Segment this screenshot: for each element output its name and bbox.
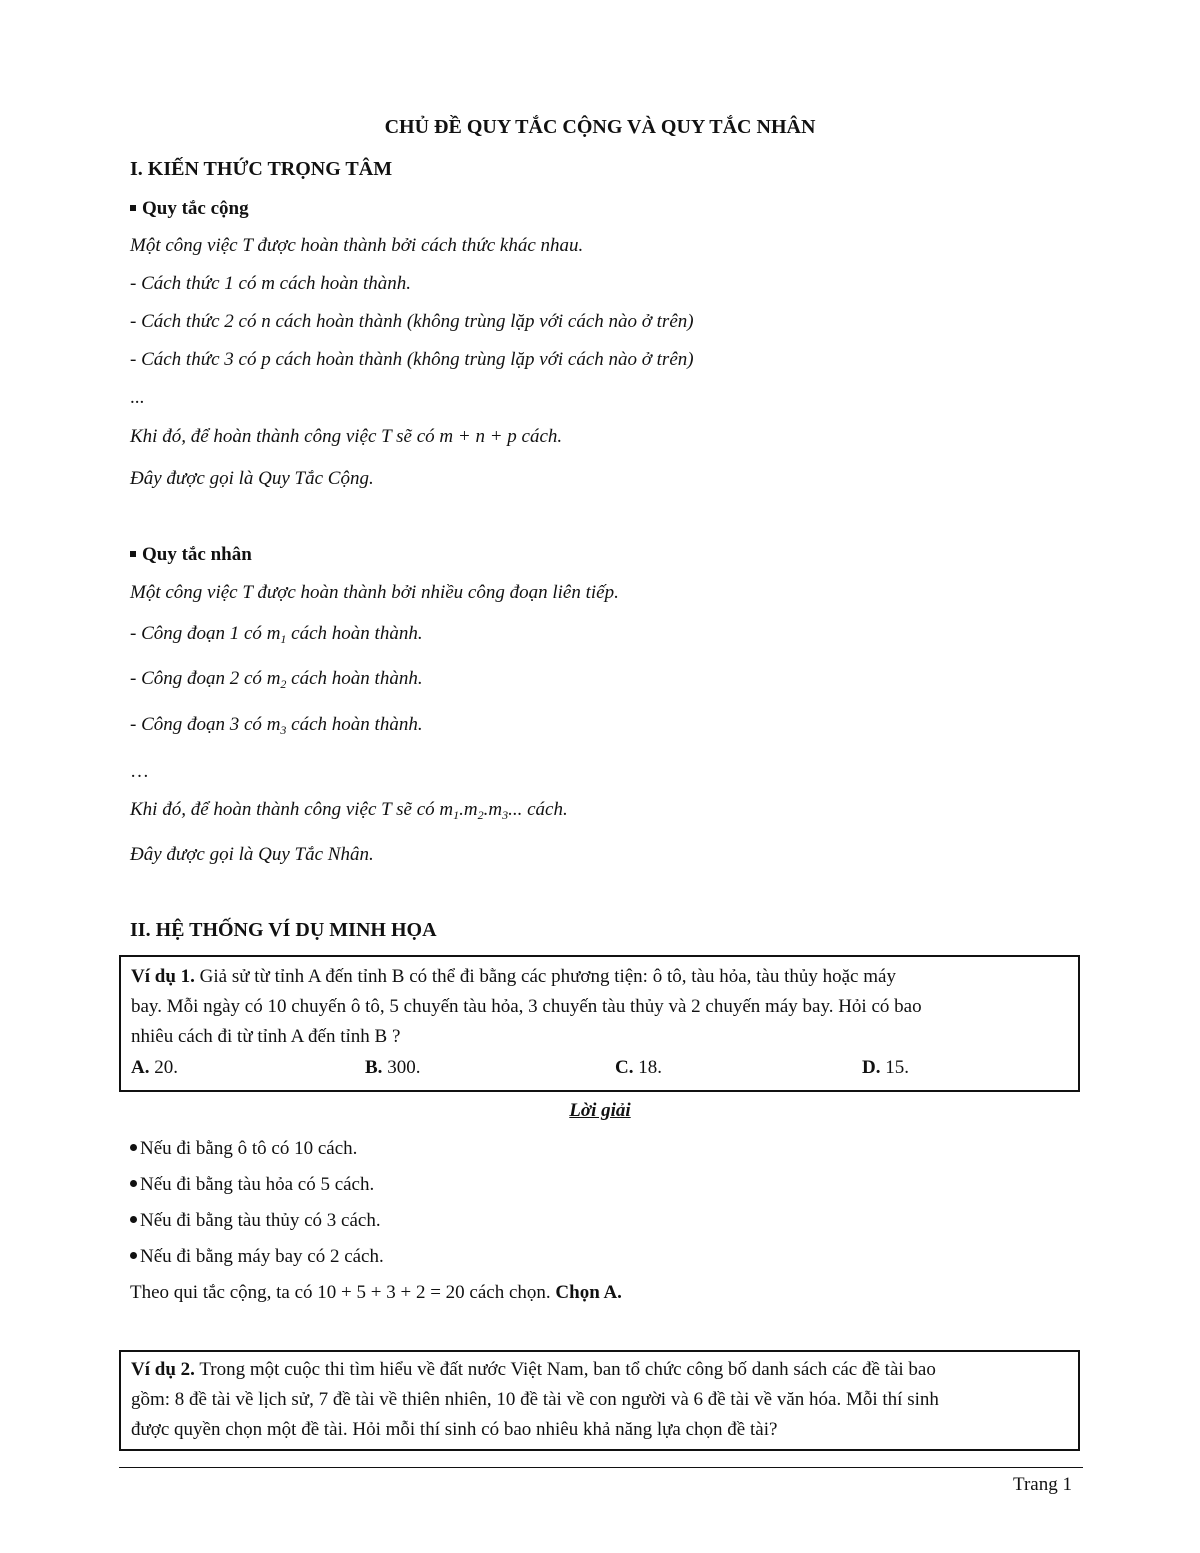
rule-mul-item-sub: 1 bbox=[280, 632, 287, 646]
section1-heading: I. KIẾN THỨC TRỌNG TÂM bbox=[130, 158, 393, 180]
solution-conclusion bbox=[130, 1281, 622, 1305]
example2-line-1 bbox=[131, 1354, 1068, 1386]
rule-add-item-1: - Cách thức 1 có m cách hoàn thành. bbox=[130, 273, 412, 294]
bullet-dot-icon bbox=[130, 1252, 137, 1259]
rule-mul-item-prefix: - Công đoạn 2 có bbox=[130, 668, 262, 689]
choice-b-label: B. bbox=[365, 1057, 383, 1078]
rule-mul-formula: $m_1.m_2.m_3$ bbox=[439, 799, 509, 822]
rule-mul-item-var: m bbox=[266, 623, 281, 644]
rule-add-conclusion-suffix: cách. bbox=[521, 426, 563, 447]
choice-d bbox=[862, 1057, 909, 1079]
footer-divider bbox=[119, 1467, 1083, 1468]
solution-bullet-text: Nếu đi bằng ô tô có 10 cách. bbox=[140, 1138, 358, 1159]
rule-add-ellipsis: ... bbox=[130, 387, 145, 408]
bullet-dot-icon bbox=[130, 1180, 137, 1187]
rule-add-name: Đây được gọi là Quy Tắc Cộng. bbox=[130, 468, 374, 489]
rule-add-conclusion bbox=[130, 425, 562, 449]
rule-mul-heading bbox=[130, 543, 252, 567]
square-bullet-icon bbox=[130, 551, 136, 557]
page-number: Trang 1 bbox=[1013, 1474, 1072, 1495]
rule-mul-name: Đây được gọi là Quy Tắc Nhân. bbox=[130, 844, 374, 865]
rule-add-heading bbox=[130, 197, 249, 221]
square-bullet-icon bbox=[130, 205, 136, 211]
rule-mul-item-var: m bbox=[266, 668, 281, 689]
solution-bullet-text: Nếu đi bằng tàu thủy có 3 cách. bbox=[140, 1210, 381, 1231]
rule-add-formula: m + n + p bbox=[439, 426, 517, 447]
example1-line-2: bay. Mỗi ngày có 10 chuyến ô tô, 5 chuyến tàu hỏa, 3 chuyến tàu thủy và 2 chuyến máy bay. Hỏi có bao bbox=[131, 996, 922, 1017]
choice-a bbox=[131, 1057, 178, 1079]
choice-c-value: 18. bbox=[638, 1057, 662, 1078]
rule-mul-item-2 bbox=[130, 667, 423, 691]
solution-bullet-2 bbox=[130, 1173, 374, 1197]
rule-mul-item-1 bbox=[130, 622, 423, 646]
solution-bullet-text: Nếu đi bằng máy bay có 2 cách. bbox=[140, 1246, 384, 1267]
choice-c-label: C. bbox=[615, 1057, 634, 1078]
rule-mul-item-3 bbox=[130, 713, 423, 737]
rule-mul-conclusion bbox=[130, 798, 568, 822]
rule-mul-item-suffix: cách hoàn thành. bbox=[291, 623, 423, 644]
bullet-dot-icon bbox=[130, 1216, 137, 1223]
solution-conclusion-prefix: Theo qui tắc cộng, ta có bbox=[130, 1282, 313, 1303]
example1-label: Ví dụ 1. bbox=[131, 966, 195, 987]
rule-mul-item-suffix: cách hoàn thành. bbox=[291, 668, 423, 689]
example1-line-3: nhiêu cách đi từ tỉnh A đến tỉnh B ? bbox=[131, 1026, 401, 1047]
rule-mul-intro: Một công việc T được hoàn thành bởi nhiều công đoạn liên tiếp. bbox=[130, 582, 619, 603]
choice-b bbox=[365, 1057, 420, 1079]
rule-mul-item-sub: 3 bbox=[280, 723, 287, 737]
rule-mul-item-suffix: cách hoàn thành. bbox=[291, 714, 423, 735]
solution-formula: 10 + 5 + 3 + 2 = 20 bbox=[317, 1282, 465, 1303]
example2-line-3: được quyền chọn một đề tài. Hỏi mỗi thí sinh có bao nhiêu khả năng lựa chọn đề tài? bbox=[131, 1419, 778, 1440]
example1-box bbox=[119, 955, 1080, 1092]
rule-add-conclusion-prefix: Khi đó, để hoàn thành công việc T sẽ có bbox=[130, 426, 435, 447]
example2-text-1: Trong một cuộc thi tìm hiểu về đất nước Việt Nam, ban tổ chức công bố danh sách các đề tài bao bbox=[199, 1359, 936, 1380]
solution-bullet-text: Nếu đi bằng tàu hỏa có 5 cách. bbox=[140, 1174, 375, 1195]
rule-add-item-2: - Cách thức 2 có n cách hoàn thành (không trùng lặp với cách nào ở trên) bbox=[130, 311, 694, 332]
rule-mul-item-sub: 2 bbox=[280, 677, 287, 691]
choice-b-value: 300. bbox=[387, 1057, 421, 1078]
choice-c bbox=[615, 1057, 662, 1079]
rule-mul-item-prefix: - Công đoạn 3 có bbox=[130, 714, 262, 735]
formula-sub-1: 1 bbox=[453, 808, 460, 822]
example2-line-2: gồm: 8 đề tài về lịch sử, 7 đề tài về thiên nhiên, 10 đề tài về con người và 6 đề tài về văn hóa. Mỗi thí sinh bbox=[131, 1389, 939, 1410]
bullet-dot-icon bbox=[130, 1144, 137, 1151]
rule-mul-conclusion-suffix: ... cách. bbox=[508, 799, 568, 820]
formula-sub-3: 3 bbox=[502, 808, 509, 822]
section2-heading: II. HỆ THỐNG VÍ DỤ MINH HỌA bbox=[130, 919, 437, 941]
solution-bullet-1 bbox=[130, 1137, 357, 1161]
rule-add-item-3: - Cách thức 3 có p cách hoàn thành (không trùng lặp với cách nào ở trên) bbox=[130, 349, 694, 370]
formula-sub-2: 2 bbox=[477, 808, 484, 822]
solution-conclusion-suffix: cách chọn. bbox=[469, 1282, 551, 1303]
example1-line-1 bbox=[131, 961, 1068, 993]
solution-heading: Lời giải bbox=[569, 1100, 631, 1121]
solution-answer: Chọn A. bbox=[555, 1282, 622, 1303]
example2-box bbox=[119, 1350, 1080, 1451]
choice-a-label: A. bbox=[131, 1057, 150, 1078]
rule-add-intro: Một công việc T được hoàn thành bởi cách thức khác nhau. bbox=[130, 235, 584, 256]
choice-a-value: 20. bbox=[154, 1057, 178, 1078]
solution-bullet-4 bbox=[130, 1245, 384, 1269]
rule-add-heading-text: Quy tắc cộng bbox=[142, 198, 249, 219]
rule-mul-ellipsis: … bbox=[130, 761, 149, 782]
solution-bullet-3 bbox=[130, 1209, 381, 1233]
rule-mul-conclusion-prefix: Khi đó, để hoàn thành công việc T sẽ có bbox=[130, 799, 435, 820]
choice-d-value: 15. bbox=[885, 1057, 909, 1078]
page-title: CHỦ ĐỀ QUY TẮC CỘNG VÀ QUY TẮC NHÂN bbox=[384, 116, 816, 138]
rule-mul-heading-text: Quy tắc nhân bbox=[142, 544, 252, 565]
rule-mul-item-prefix: - Công đoạn 1 có bbox=[130, 623, 262, 644]
choice-d-label: D. bbox=[862, 1057, 881, 1078]
example1-text-1: Giả sử từ tỉnh A đến tỉnh B có thể đi bằng các phương tiện: ô tô, tàu hỏa, tàu thủy hoặc máy bbox=[199, 966, 896, 987]
rule-mul-item-var: m bbox=[266, 714, 281, 735]
example2-label: Ví dụ 2. bbox=[131, 1359, 195, 1380]
